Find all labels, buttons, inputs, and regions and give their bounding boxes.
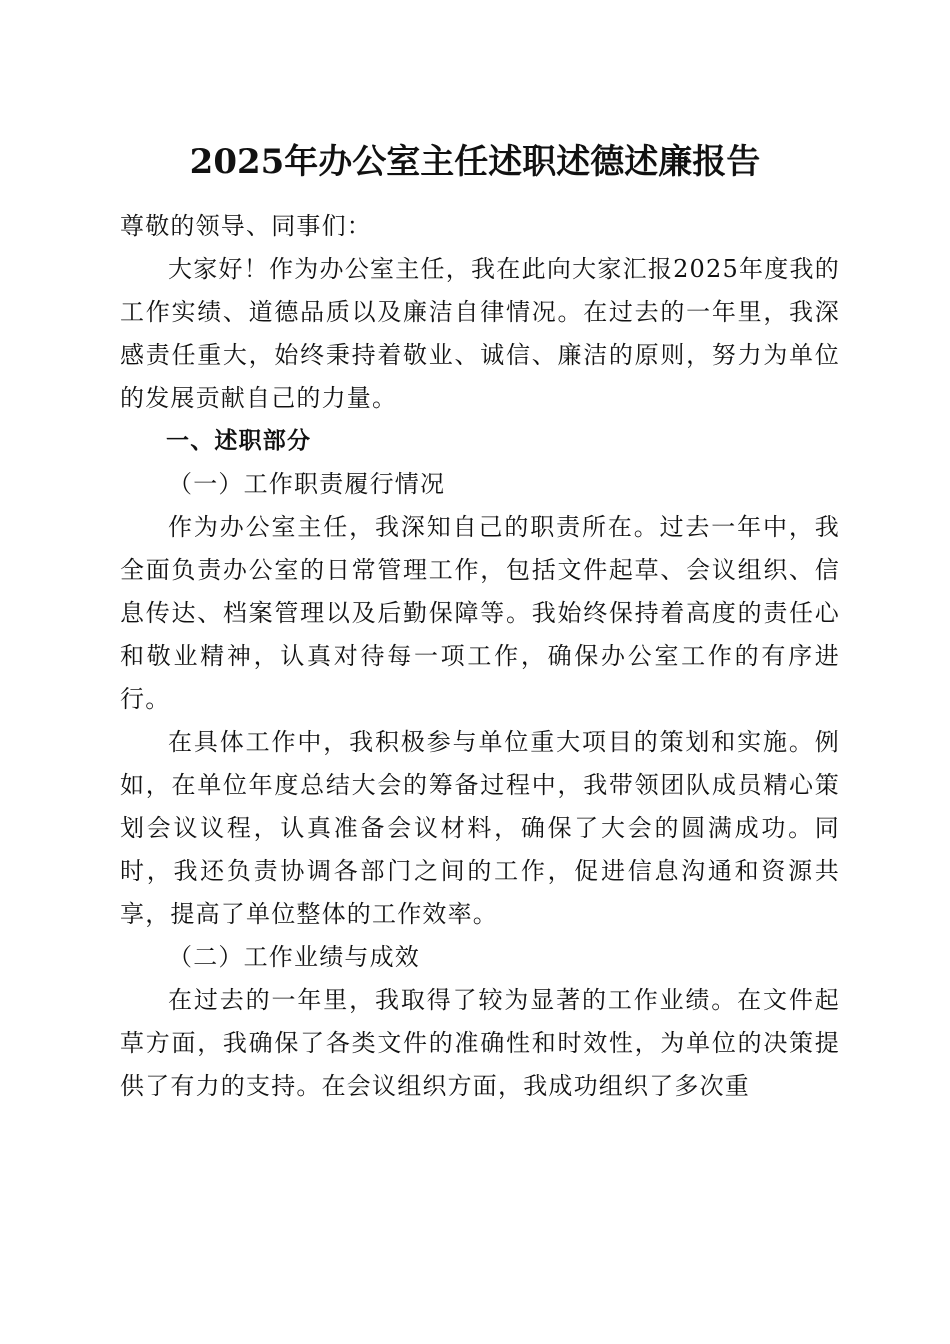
subsection-heading-responsibilities: （一）工作职责履行情况 xyxy=(168,470,446,498)
document-body xyxy=(120,205,840,1108)
achievements-paragraph-1: 在过去的一年里，我取得了较为显著的工作业绩。在文件起草方面，我确保了各类文件的准确性和时效性，为单位的决策提供了有力的支持。在会议组织方面，我成功组织了多次重 xyxy=(120,986,840,1100)
salutation: 尊敬的领导、同事们： xyxy=(120,212,372,240)
document-title: 2025年办公室主任述职述德述廉报告 xyxy=(189,142,761,182)
subsection-heading-achievements: （二）工作业绩与成效 xyxy=(168,943,420,971)
responsibilities-paragraph-2: 在具体工作中，我积极参与单位重大项目的策划和实施。例如，在单位年度总结大会的筹备过程中，我带领团队成员精心策划会议议程，认真准备会议材料，确保了大会的圆满成功。同时，我还负责协调各部门之间的工作，促进信息沟通和资源共享，提高了单位整体的工作效率。 xyxy=(120,728,840,928)
section-heading-duty-report: 一、述职部分 xyxy=(166,428,312,454)
responsibilities-paragraph-1: 作为办公室主任，我深知自己的职责所在。过去一年中，我全面负责办公室的日常管理工作，包括文件起草、会议组织、信息传达、档案管理以及后勤保障等。我始终保持着高度的责任心和敬业精神，认真对待每一项工作，确保办公室工作的有序进行。 xyxy=(120,513,840,713)
intro-paragraph: 大家好！作为办公室主任，我在此向大家汇报2025年度我的工作实绩、道德品质以及廉洁自律情况。在过去的一年里，我深感责任重大，始终秉持着敬业、诚信、廉洁的原则，努力为单位的发展贡献自己的力量。 xyxy=(120,255,840,412)
